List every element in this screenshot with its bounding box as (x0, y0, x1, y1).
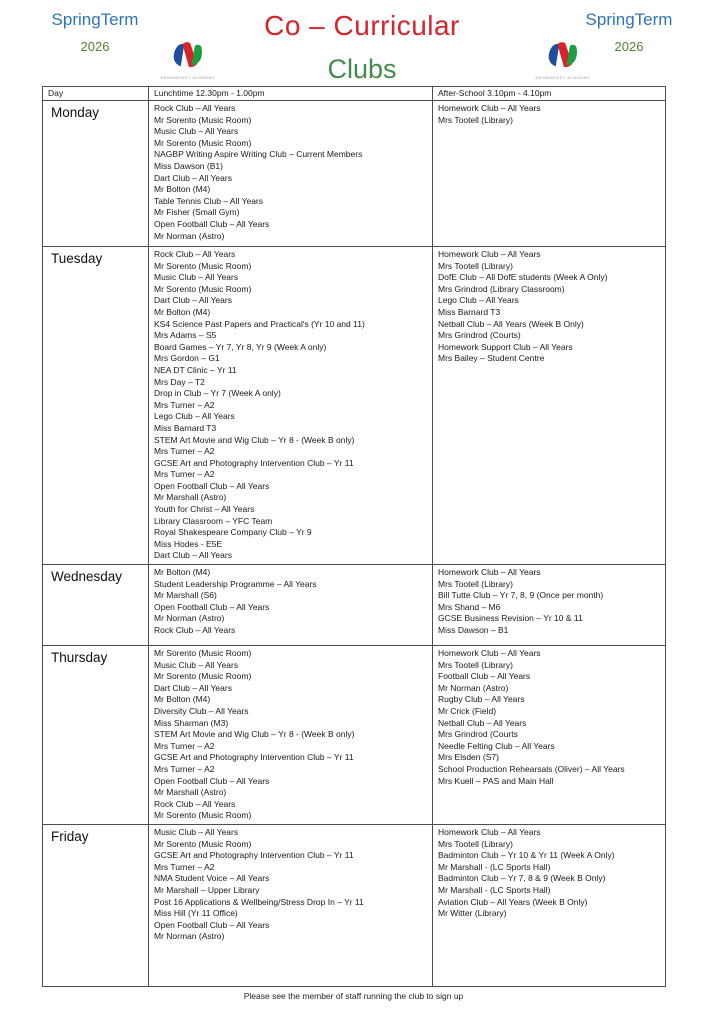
club-line: Mrs Turner – A2 (154, 469, 215, 480)
club-line: Homework Club – All Years (438, 103, 541, 113)
club-line: Mr Marshall (Astro) (154, 492, 227, 503)
logo-caption: NEWMARKET ACADEMY (160, 75, 216, 80)
day-label: Thursday (51, 650, 108, 666)
club-line: Mrs Tootell (Library) (438, 114, 513, 125)
day-cell (43, 247, 149, 565)
afterschool-cell (433, 101, 666, 247)
club-line: GCSE Business Revision – Yr 10 & 11 (438, 613, 583, 624)
club-line: Miss Barnard T3 (154, 422, 217, 433)
day-cell (43, 646, 149, 825)
club-line: Dart Club – All Years (154, 172, 232, 183)
club-line: NMA Student Voice – All Years (154, 873, 270, 884)
club-line: Rock Club – All Years (154, 625, 236, 635)
club-line: Mrs Grindrod (Courts) (438, 330, 521, 341)
club-line: Mrs Bailey – Student Centre (438, 353, 545, 364)
club-line: Miss Hodes - E5E (154, 538, 223, 549)
lunchtime-cell (149, 247, 433, 565)
club-line: Post 16 Applications & Wellbeing/Stress Drop In – Yr 11 (154, 896, 364, 907)
page-title-line1: Co – Curricular (264, 10, 460, 41)
term-block-left (35, 10, 155, 54)
club-line: Table Tennis Club – All Years (154, 195, 264, 206)
club-line: Mrs Kuell – PAS and Main Hall (438, 775, 554, 786)
day-cell (43, 565, 149, 646)
column-header-day: Day (43, 87, 149, 101)
footer-note: Please see the member of staff running the club to sign up (243, 990, 464, 1001)
page-header (0, 0, 724, 86)
club-line: Badminton Club – Yr 10 & Yr 11 (Week A Only) (438, 850, 615, 861)
club-line: Dart Club – All Years (154, 295, 232, 306)
day-cell (43, 824, 149, 986)
club-line: GCSE Art and Photography Intervention Club – Yr 11 (154, 850, 354, 861)
club-line: Mrs Turner – A2 (154, 763, 215, 774)
club-line: Board Games – Yr 7, Yr 8, Yr 9 (Week A only) (154, 341, 327, 352)
club-line: Mrs Turner – A2 (154, 740, 215, 751)
afterschool-cell (433, 646, 666, 825)
club-line: Mr Marshall – Upper Library (154, 884, 260, 895)
club-line: NEA DT Clinic – Yr 11 (154, 364, 237, 375)
club-line: Mr Sorento (Music Room) (154, 137, 252, 148)
school-logo-icon (166, 40, 210, 74)
club-line: Miss Dawson – B1 (438, 625, 509, 635)
club-line: Miss Dawson (B1) (154, 160, 223, 171)
table-row (43, 101, 666, 247)
term-year-left: 2026 (80, 39, 110, 54)
club-line: Open Football Club – All Years (154, 480, 270, 491)
club-line: Mrs Elsden (S7) (438, 752, 499, 763)
club-line: Music Club – All Years (154, 272, 239, 283)
club-line: GCSE Art and Photography Intervention Club – Yr 11 (154, 752, 354, 763)
club-line: Library Classroom – YFC Team (154, 515, 273, 526)
club-line: Mrs Tootell (Library) (438, 659, 513, 670)
club-line: STEM Art Movie and Wig Club – Yr 8 - (Week B only) (154, 729, 355, 740)
club-line: Rugby Club – All Years (438, 694, 525, 705)
club-line: Mrs Turner – A2 (154, 861, 215, 872)
day-label: Monday (51, 105, 100, 120)
club-line: Miss Hill (Yr 11 Office) (154, 908, 238, 919)
table-row (43, 565, 666, 646)
club-line: Netball Club – All Years (Week B Only) (438, 318, 584, 329)
term-name-left: SpringTerm (51, 10, 139, 29)
club-line: Mrs Day – T2 (154, 376, 205, 387)
afterschool-cell (433, 565, 666, 646)
club-line: Drop in Club – Yr 7 (Week A only) (154, 388, 281, 399)
club-line: Youth for Christ – All Years (154, 504, 255, 515)
club-line: Mrs Tootell (Library) (438, 260, 513, 271)
club-line: Rock Club – All Years (154, 103, 236, 113)
term-block-right (569, 10, 689, 54)
club-line: Dart Club – All Years (154, 682, 232, 693)
club-line: Open Football Club – All Years (154, 601, 270, 612)
club-line: Mrs Adams – S5 (154, 330, 217, 341)
club-line: School Production Rehearsals (Oliver) – All Years (438, 763, 625, 774)
club-line: Mrs Shand – M6 (438, 601, 501, 612)
club-line: Badminton Club – Yr 7, 8 & 9 (Week B Only) (438, 873, 606, 884)
club-line: Student Leadership Programme – All Years (154, 578, 317, 589)
day-label: Wednesday (51, 569, 123, 585)
club-line: Mr Marshall - (LC Sports Hall) (438, 861, 551, 872)
afterschool-cell (433, 247, 666, 565)
club-line: Mr Norman (Astro) (154, 931, 225, 942)
day-label: Friday (51, 828, 89, 844)
club-line: Open Football Club – All Years (154, 218, 270, 229)
club-line: Mr Bolton (M4) (154, 306, 211, 317)
day-label: Tuesday (51, 251, 103, 266)
club-line: Mr Sorento (Music Room) (154, 838, 252, 849)
table-row (43, 824, 666, 986)
club-line: Miss Sharman (M3) (154, 717, 229, 728)
club-line: Royal Shakespeare Company Club – Yr 9 (154, 527, 312, 538)
club-line: Music Club – All Years (154, 826, 239, 837)
day-cell (43, 101, 149, 247)
table-row (43, 247, 666, 565)
club-line: Mr Sorento (Music Room) (154, 648, 252, 659)
club-line: NAGBP Writing Aspire Writing Club – Current Members (154, 149, 363, 160)
club-line: Mr Norman (Astro) (154, 230, 225, 241)
page-title-line2: Clubs (327, 54, 397, 84)
club-line: Needle Felting Club – All Years (438, 740, 555, 751)
clubs-table (42, 86, 666, 987)
club-line: Homework Club – All Years (438, 567, 541, 578)
club-line: DofE Club – All DofE students (Week A Only) (438, 272, 608, 283)
club-line: Rock Club – All Years (154, 249, 236, 259)
club-line: Mr Crick (Field) (438, 706, 497, 716)
club-line: Mr Norman (Astro) (154, 613, 225, 624)
club-line: Mr Bolton (M4) (154, 694, 211, 705)
club-line: Mrs Turner – A2 (154, 446, 215, 457)
club-line: Homework Club – All Years (438, 826, 541, 837)
club-line: Mr Witter (Library) (438, 908, 507, 919)
club-line: Mrs Turner – A2 (154, 399, 215, 410)
club-line: Homework Club – All Years (438, 648, 541, 659)
page-title (212, 10, 512, 85)
club-line: STEM Art Movie and Wig Club – Yr 8 - (Week B only) (154, 434, 355, 445)
club-line: Mr Sorento (Music Room) (154, 114, 252, 125)
club-line: Lego Club – All Years (154, 411, 235, 422)
club-line: Mr Sorento (Music Room) (154, 283, 252, 294)
club-line: Mrs Tootell (Library) (438, 838, 513, 849)
club-line: Music Club – All Years (154, 659, 239, 670)
club-line: Homework Club – All Years (438, 249, 541, 259)
club-line: Rock Club – All Years (154, 798, 236, 809)
column-header-lunchtime: Lunchtime 12.30pm - 1.00pm (149, 87, 433, 101)
club-line: Lego Club – All Years (438, 295, 519, 306)
club-line: Mrs Tootell (Library) (438, 578, 513, 589)
club-line: Mr Marshall - (LC Sports Hall) (438, 884, 551, 895)
lunchtime-cell (149, 101, 433, 247)
club-line: Mr Fisher (Small Gym) (154, 207, 240, 218)
club-line: Diversity Club – All Years (154, 706, 249, 716)
club-line: Mr Sorento (Music Room) (154, 671, 252, 682)
club-line: Mr Sorento (Music Room) (154, 260, 252, 271)
club-line: Football Club – All Years (438, 671, 531, 682)
club-line: Miss Barnard T3 (438, 306, 501, 317)
club-line: Mr Norman (Astro) (438, 682, 509, 693)
club-line: GCSE Art and Photography Intervention Club – Yr 11 (154, 457, 354, 468)
club-line: Open Football Club – All Years (154, 775, 270, 786)
lunchtime-cell (149, 565, 433, 646)
club-line: Mrs Gordon – G1 (154, 353, 220, 364)
club-line: Mrs Grindrod (Library Classroom) (438, 283, 565, 294)
afterschool-cell (433, 824, 666, 986)
club-line: Mrs Grindrod (Courts (438, 729, 518, 740)
table-header-row (43, 87, 666, 101)
club-line: Dart Club – All Years (154, 550, 232, 561)
club-line: Mr Bolton (M4) (154, 567, 211, 578)
club-line: Homework Support Club – All Years (438, 341, 573, 352)
club-line: Aviation Club – All Years (Week B Only) (438, 896, 588, 907)
term-year-right: 2026 (614, 39, 644, 54)
clubs-table-body (43, 101, 666, 987)
club-line: Music Club – All Years (154, 126, 239, 137)
club-line: Open Football Club – All Years (154, 919, 270, 930)
column-header-afterschool: After-School 3.10pm - 4.10pm (433, 87, 666, 101)
club-line: KS4 Science Past Papers and Practical's (Yr 10 and 11) (154, 318, 365, 329)
logo-caption: NEWMARKET ACADEMY (535, 75, 591, 80)
table-row (43, 646, 666, 825)
club-line: Bill Tutte Club – Yr 7, 8, 9 (Once per month) (438, 590, 604, 601)
club-line: Mr Marshall (S6) (154, 590, 217, 601)
term-name-right: SpringTerm (585, 10, 673, 29)
lunchtime-cell (149, 824, 433, 986)
club-line: Netball Club – All Years (438, 717, 527, 728)
lunchtime-cell (149, 646, 433, 825)
club-line: Mr Sorento (Music Room) (154, 810, 252, 821)
club-line: Mr Bolton (M4) (154, 184, 211, 195)
club-line: Mr Marshall (Astro) (154, 787, 227, 798)
